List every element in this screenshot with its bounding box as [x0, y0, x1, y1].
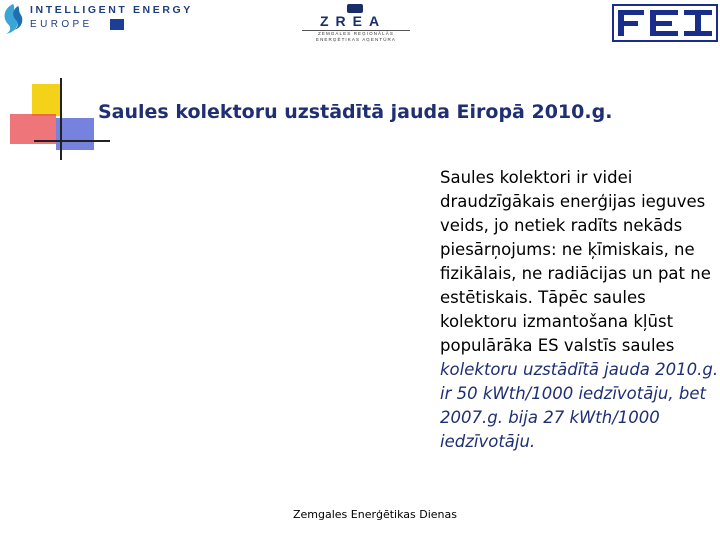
- deco-vertical-line: [60, 78, 62, 160]
- deco-yellow-square: [32, 84, 62, 116]
- zrea-emblem-icon: [347, 4, 363, 13]
- deco-red-square: [10, 114, 56, 144]
- zrea-logo-subtitle: [304, 31, 408, 43]
- body-main-text: Saules kolektori ir videi draudzīgākais enerģijas ieguves veids, jo netiek radīts nekāds piesārņojums: ne ķīmiskais, ne fizikālais, ne radiācijas un pat ne estētiskais. Tāpēc saules kolektoru izmantošana kļūst populārāka ES valstīs saules: [440, 168, 711, 355]
- intelligent-energy-europe-logo: [0, 0, 200, 40]
- zrea-subtitle-line2: ENERĢĒTIKAS AĢENTŪRA: [315, 37, 396, 42]
- eu-flag-icon: [110, 19, 124, 30]
- fei-logo: [612, 4, 718, 42]
- decorative-squares: [0, 70, 110, 170]
- zrea-logo: [300, 4, 412, 44]
- slide-title: Saules kolektoru uzstādītā jauda Eiropā 2010.g.: [98, 101, 613, 123]
- ie-logo-line2: EUROPE: [30, 19, 93, 30]
- body-highlight-text: kolektoru uzstādītā jauda 2010.g. ir 50 kWth/1000 iedzīvotāju, bet 2007.g. bija 27 kWth/1000 iedzīvotāju.: [440, 360, 719, 451]
- fei-logo-icon: [612, 4, 718, 42]
- zrea-logo-word: ZREA: [320, 13, 387, 29]
- slide-footer: Zemgales Enerģētikas Dienas: [292, 508, 457, 521]
- slide-body-text: [440, 166, 720, 454]
- zrea-subtitle-line1: ZEMGALES REĢIONĀLĀS: [318, 31, 394, 36]
- ie-logo-line1: INTELLIGENT ENERGY: [30, 4, 193, 16]
- deco-horizontal-line: [34, 140, 110, 142]
- ie-swirl-icon: [0, 2, 26, 36]
